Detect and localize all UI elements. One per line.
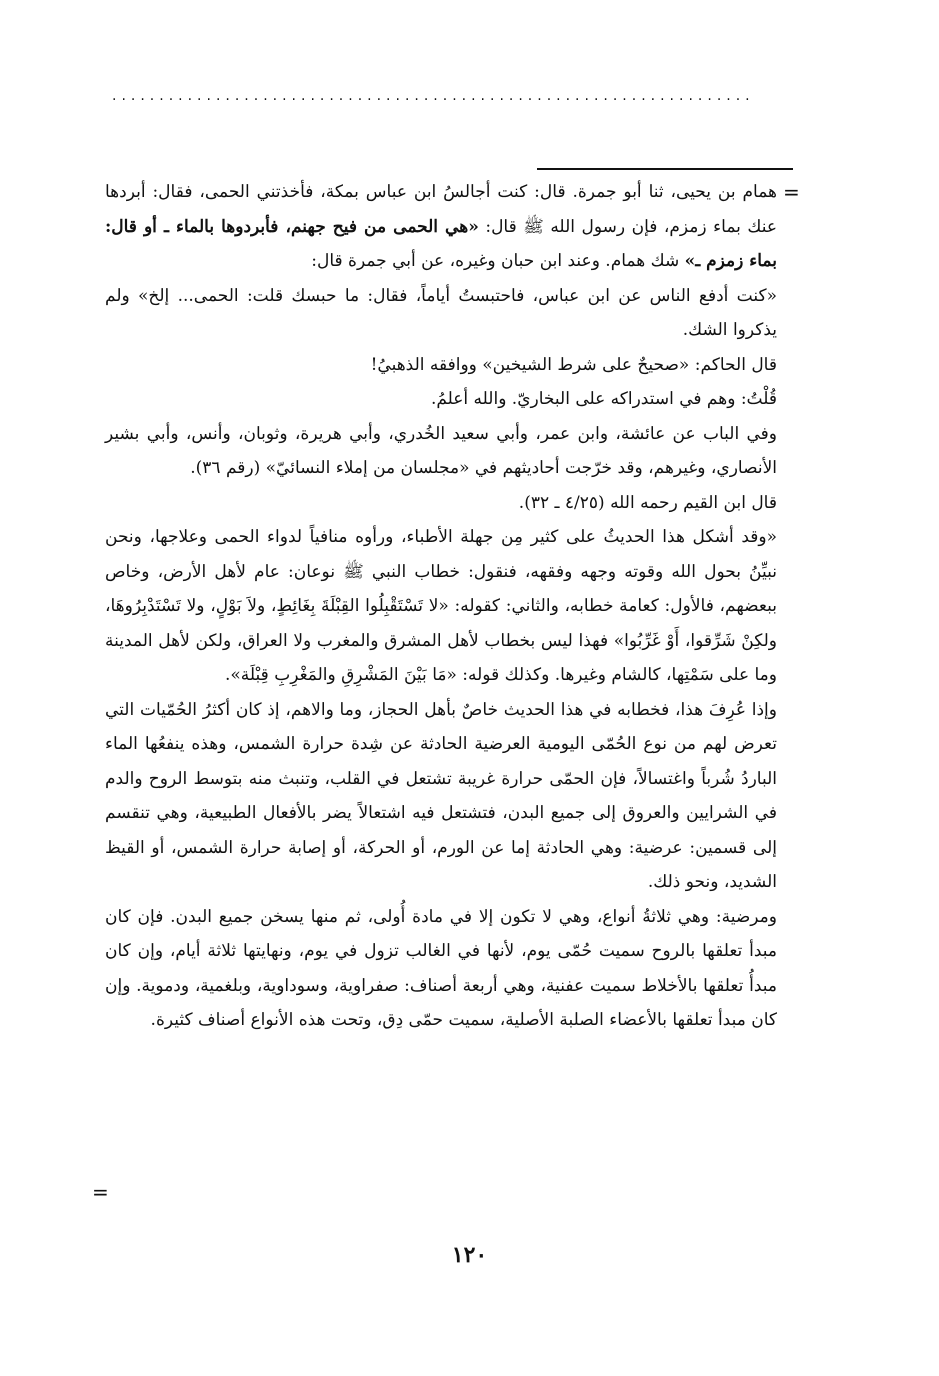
footnote-paragraph-9: ومرضية: وهي ثلاثةُ أنواع، وهي لا تكون إلا في مادة أُولى، ثم منها يسخن جميع البدن. فإن كان مبدأ تعلقها بالروح سميت حُمّى يوم، لأنها في الغالب تزول في يوم، ونهايتها ثلاثة أيام، وإن كان مبدأُ تعلقها بالأخلاط سميت عفنية، وهي أربعة أصناف: صفراوية، وسوداوية، وبلغمية، ودموية. وإن كان مبدأ تعلقها بالأعضاء الصلبة الأصلية، سميت حمّى دِق، وتحت هذه الأنواع أصناف كثيرة. (105, 906, 777, 1030)
footnote-text: شك همام. وعند ابن حبان وغيره، عن أبي جمرة قال: (311, 251, 685, 271)
footnote-rule (537, 168, 793, 170)
footnote-paragraph-6: قال ابن القيم رحمه الله (٤/٢٥ ـ ٣٢). (518, 492, 777, 513)
hadith-bold-text: «هي الحمى من فيح جهنم، فأبردوها بالماء ـ أو قال: بماء زمزم ـ» (105, 216, 777, 271)
page-number: ١٢٠ (451, 1242, 488, 1268)
footnote-paragraph-2: «كنت أدفع الناس عن ابن عباس، فاحتبستُ أياماً، فقال: ما حبسك قلت: الحمى... إلخ» ولم يذكروا الشك. (105, 285, 777, 340)
footnote-body (105, 175, 777, 1038)
footnote-text: همام بن يحيى، ثنا أبو جمرة. قال: كنت أجالسُ ابن عباس بمكة، فأخذتني الحمى، فقال: أبردها عنك بماء زمزم، فإن رسول الله ﷺ قال: (105, 182, 778, 237)
footnote-paragraph-4: قُلْتُ: وهم في استدراكه على البخاريّ. والله أعلمُ. (430, 389, 777, 409)
continuation-marker-bottom: = (92, 1180, 109, 1204)
continuation-marker-top: = (783, 180, 800, 204)
footnote-paragraph-8: وإذا عُرِفَ هذا، فخطابه في هذا الحديث خاصٌ بأهل الحجاز، وما والاهم، إذ كان أكثرُ الحُمّيات التي تعرض لهم من نوع الحُمّى اليومية العرضية الحادثة عن شِدة حرارة الشمس، وهذه ينفعُها الماء الباردُ شُرباً واغتسالاً، فإن الحمّى حرارة غريبة تشتعل في القلب، وتنبث منه بتوسط الروح والدم في الشرايين والعروق إلى جميع البدن، فتشتعل فيه اشتعالاً يضر بالأفعال الطبيعية، وهي تنقسم إلى قسمين: عرضية: وهي الحادثة إما عن الورم، أو الحركة، أو إصابة حرارة الشمس، أو القيظ الشديد، ونحو ذلك. (105, 699, 777, 892)
footnote-paragraph-3: قال الحاكم: «صحيحٌ على شرط الشيخين» ووافقه الذهبيُ! (370, 354, 777, 375)
header-dotted-separator: .................................................................... (112, 88, 755, 104)
footnote-paragraph-1 (105, 175, 777, 279)
footnote-paragraph-7: «وقد أشكل هذا الحديثُ على كثير مِن جهلة الأطباء، ورأوه منافياً لدواء الحمى وعلاجها، ونحن نبيِّنُ بحول الله وقوته وجهه وفقهه، فنقول: خطاب النبي ﷺ نوعان: عام لأهل الأرض، وخاص ببعضهم، فالأول: كعامة خطابه، والثاني: كقوله: «لا تَسْتَقْبِلُوا القِبْلَةَ بِغَائِطٍ، ولاَ بَوْلٍ، ولا تَسْتَدْبِرُوهَا، ولكِنْ شَرِّقوا، أَوْ غَرِّبُوا» فهذا ليس بخطاب لأهل المشرق والمغرب ولا العراق، ولكن لأهل المدينة وما على سَمْتِها، كالشام وغيرها. وكذلك قوله: «مَا بَيْنَ المَشْرِقِ والمَغْرِبِ قِبْلَة». (105, 527, 777, 685)
footnote-paragraph-5: وفي الباب عن عائشة، وابن عمر، وأبي سعيد الخُدري، وأبي هريرة، وثوبان، وأنس، وأبي بشير الأنصاري، وغيرهم، وقد خرّجت أحاديثهم في «مجلسان من إملاء النسائيّ» (رقم ٣٦). (105, 423, 777, 478)
